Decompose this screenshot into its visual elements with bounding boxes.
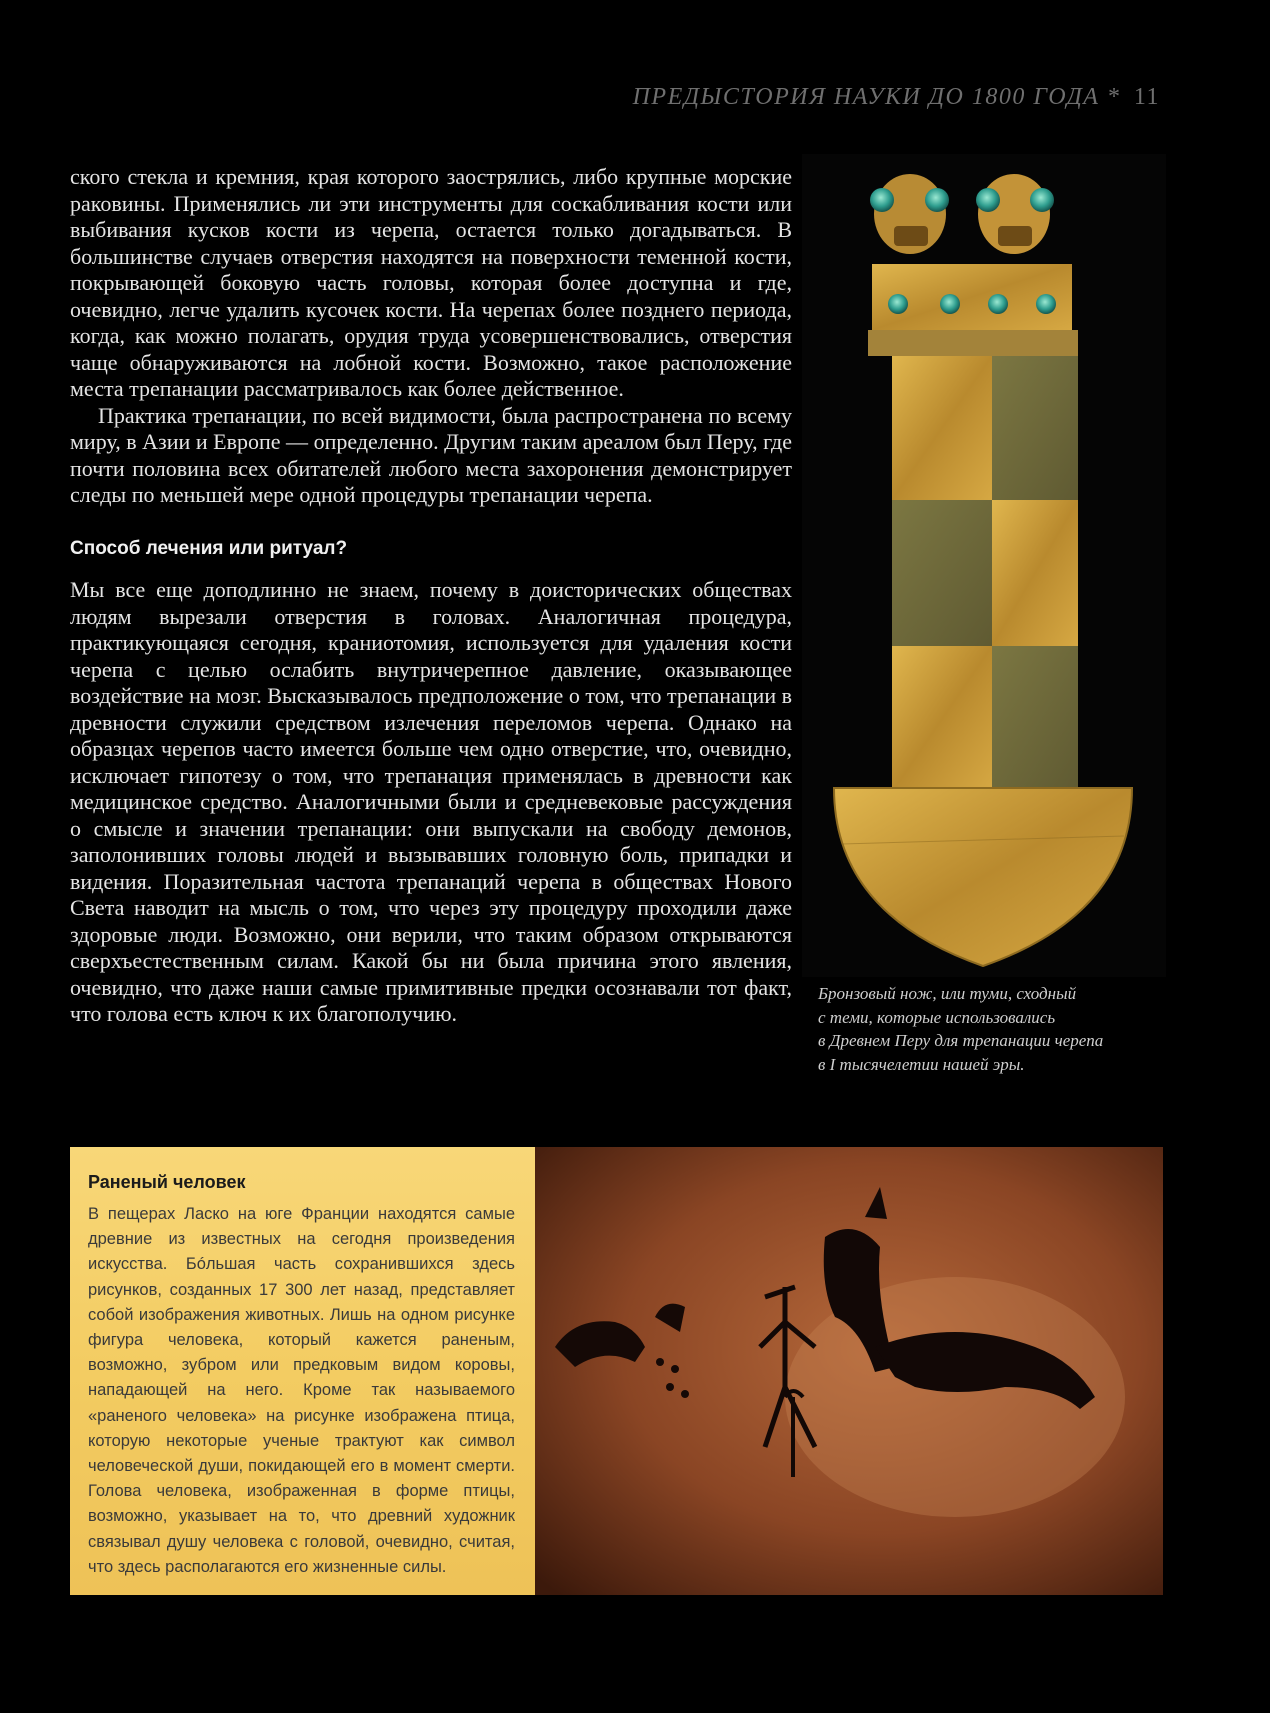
sidebar-title: Раненый человек <box>88 1172 246 1192</box>
section-subheading: Способ лечения или ритуал? <box>70 537 348 559</box>
article-paragraph: Мы все еще доподлинно не знаем, почему в доисторических обществах людям вырезали отверстия в головах. Аналогичная процедура, практикующаяся сегодня, краниотомия, используется для удаления кости черепа с целью ослабить внутричерепное давление, оказывающее воздействие на мозг. Высказывалось предположение о том, что трепанации в древности служили средством излечения переломов черепа. Однако на образцах черепов часто имеется больше чем одно отверстие, что, очевидно, исключает гипотезу о том, что трепанация применялась в древности как медицинское средство. Аналогичными были и средневековые рассуждения о смысле и значении трепанации: они выпускали на свободу демонов, заполонивших головы людей и вызывавших головную боль, припадки и видения. Поразительная частота трепанаций черепа в обществах Нового Света наводит на мысль о том, что через эту процедуру проходили даже здоровые люди. Возможно, они верили, что таким образом открываются сверхъестественным силам. Какой бы ни была причина этого явления, очевидно, что даже наши самые примитивные предки осознавали тот факт, что голова есть ключ к их благополучию. <box>70 577 792 1026</box>
tumi-knife-photo <box>802 154 1166 977</box>
caption-line: Бронзовый нож, или туми, сходный <box>818 984 1077 1003</box>
knife-handle <box>868 330 1078 836</box>
sidebar-box <box>70 1147 535 1595</box>
article-paragraph: Практика трепанации, по всей видимости, была распространена по всему миру, в Азии и Европе — определенно. Другим таким ареалом был Перу, где почти половина всех обитателей любого места захоронения демонстрирует следы по меньшей мере одной процедуры трепанации черепа. <box>70 402 792 507</box>
running-title: ПРЕДЫСТОРИЯ НАУКИ ДО 1800 ГОДА <box>632 84 1100 110</box>
caption-line: в I тысячелетии нашей эры. <box>818 1054 1025 1074</box>
article-paragraph: ского стекла и кремния, края которого заострялись, либо крупные морские раковины. Применялись ли эти инструменты для соскабливания кости или выбивания кусков кости из черепа, остается только догадываться. В большинстве случаев отверстия находятся на поверхности теменной кости, покрывающей боковую часть головы, которая более доступна и где, очевидно, легче удалить кусочек кости. На черепах более позднего периода, когда, как можно полагать, орудия труда усовершенствовались, отверстия чаще обнаруживаются на лобной кости. Возможно, такое расположение места трепанации рассматривалось как более действенное. <box>70 164 792 401</box>
photo-caption <box>818 982 1158 1076</box>
page-number: 11 <box>1133 84 1160 110</box>
caption-line: в Древнем Перу для трепанации черепа <box>818 1031 1104 1050</box>
article-body <box>70 164 792 1028</box>
sidebar-text: В пещерах Ласко на юге Франции находятся самые древние из известных на сегодня произведения искусства. Бóльшая часть сохранившихся здесь рисунков, созданных 17 300 лет назад, представляет собой изображения животных. Лишь на одном рисунке фигура человека, который кажется раненым, возможно, зубром или предковым видом коровы, нападающей на него. Кроме так называемого «раненого человека» на рисунке изображена птица, которую некоторые ученые трактуют как символ человеческой души, покидающей его в момент смерти. Голова человека, изображенная в форме птицы, возможно, указывает на то, что древний художник связывал душу человека с головой, очевидно, считая, что здесь располагаются его жизненные силы. <box>88 1205 515 1576</box>
caption-line: с теми, которые использовались <box>818 1007 1056 1027</box>
header-separator: * <box>1106 84 1121 110</box>
lascaux-cave-painting <box>535 1147 1163 1595</box>
running-header <box>633 84 1160 111</box>
